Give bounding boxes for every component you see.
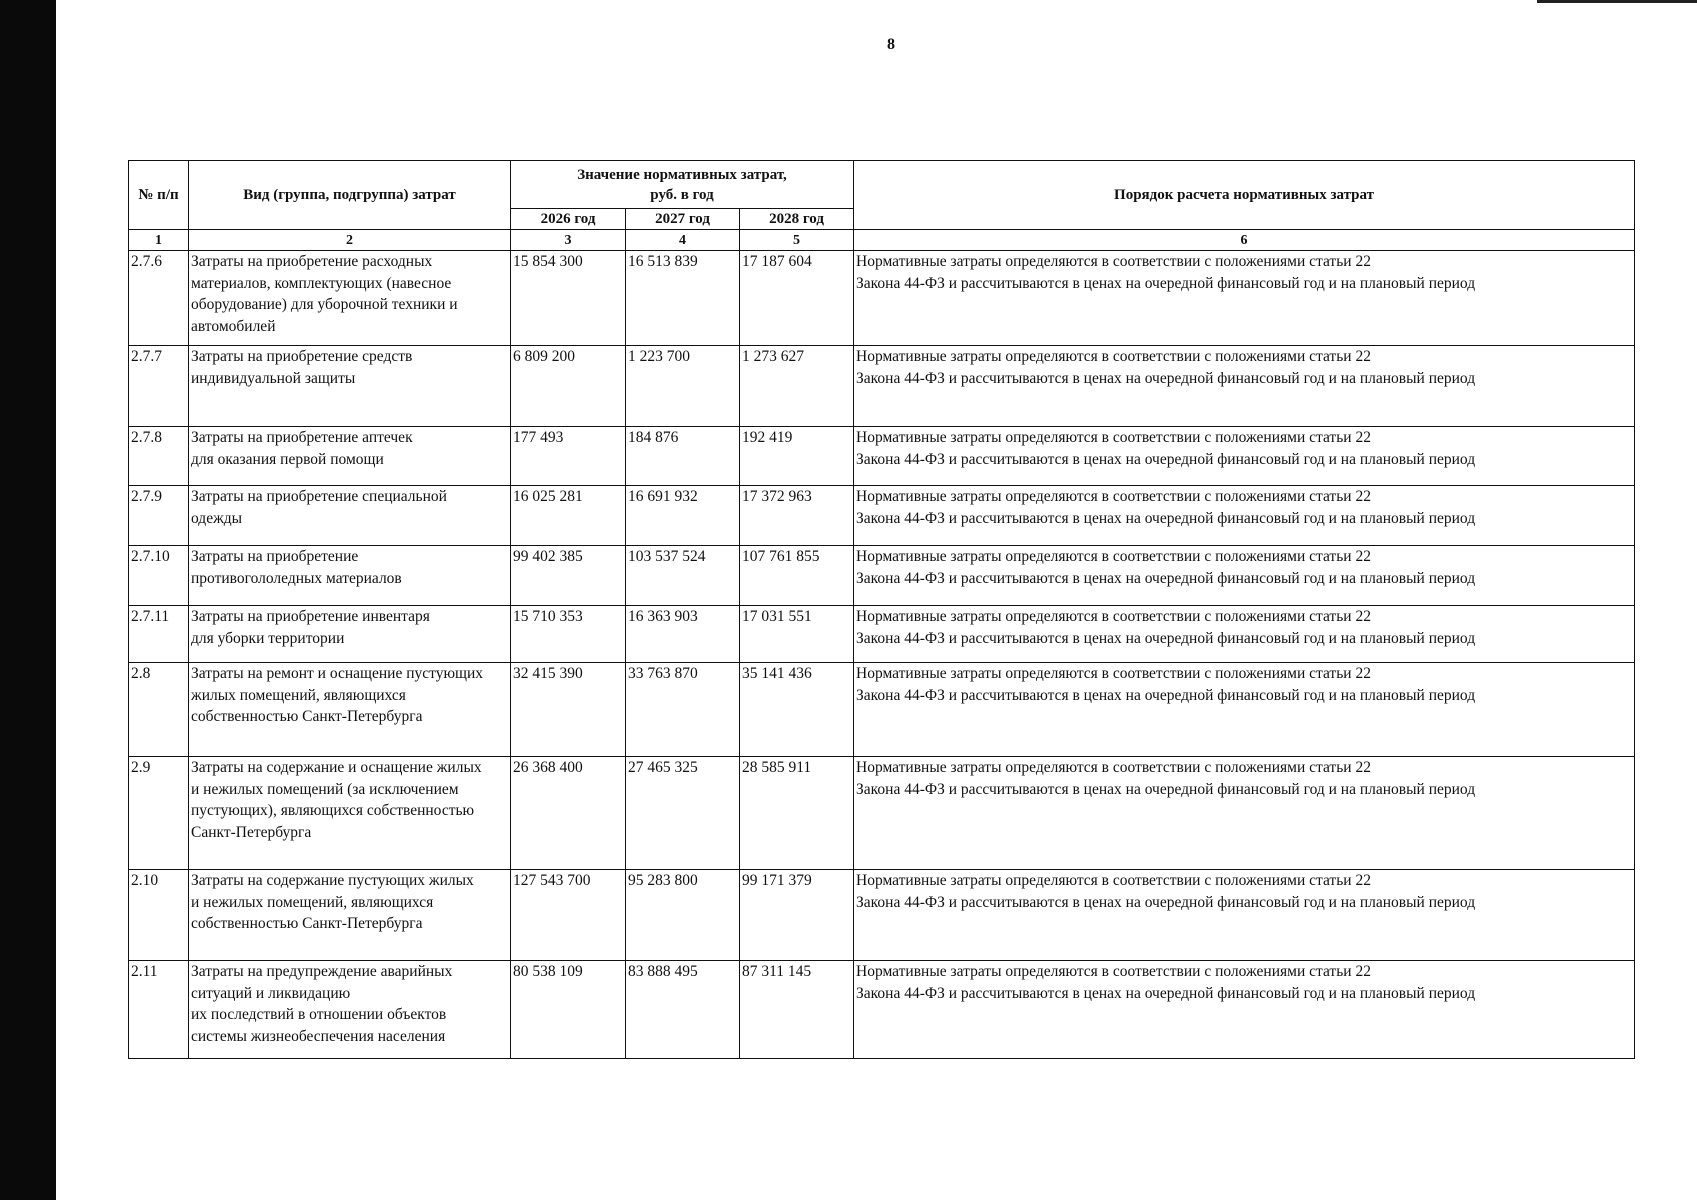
cost-type-line: Затраты на ремонт и оснащение пустующих bbox=[191, 665, 484, 682]
row-cost-type bbox=[189, 346, 511, 427]
table-row bbox=[129, 663, 1635, 757]
value-2026: 32 415 390 bbox=[511, 663, 626, 757]
table-row bbox=[129, 251, 1635, 346]
value-2026: 127 543 700 bbox=[511, 870, 626, 961]
column-number: 6 bbox=[854, 230, 1635, 251]
row-cost-type bbox=[189, 486, 511, 546]
header-calculation-order: Порядок расчета нормативных затрат bbox=[854, 161, 1635, 230]
row-number: 2.10 bbox=[129, 870, 189, 961]
row-number: 2.8 bbox=[129, 663, 189, 757]
calculation-order-line: Нормативные затраты определяются в соответствии с положениями статьи 22 bbox=[856, 963, 1371, 980]
table-row bbox=[129, 606, 1635, 663]
row-number: 2.7.8 bbox=[129, 427, 189, 486]
value-2028: 28 585 911 bbox=[740, 757, 854, 870]
cost-type-line: индивидуальной защиты bbox=[191, 369, 356, 387]
column-number: 2 bbox=[189, 230, 511, 251]
cost-type-line: Затраты на приобретение средств bbox=[191, 348, 413, 365]
value-2028: 17 187 604 bbox=[740, 251, 854, 346]
table-row bbox=[129, 427, 1635, 486]
value-2026: 80 538 109 bbox=[511, 961, 626, 1059]
row-calculation-order bbox=[854, 546, 1635, 606]
row-calculation-order bbox=[854, 757, 1635, 870]
value-2026: 26 368 400 bbox=[511, 757, 626, 870]
column-numbers-row bbox=[129, 230, 1635, 251]
cost-type-line: жилых помещений, являющихся bbox=[191, 686, 406, 704]
calculation-order-line: Закона 44-ФЗ и рассчитываются в ценах на очередной финансовый год и на плановый период bbox=[856, 274, 1476, 292]
cost-type-line: одежды bbox=[191, 509, 243, 527]
scan-top-mark bbox=[1537, 0, 1697, 3]
scan-edge-shadow bbox=[0, 0, 56, 1200]
value-2028: 107 761 855 bbox=[740, 546, 854, 606]
cost-type-line: ситуаций и ликвидацию bbox=[191, 984, 351, 1002]
value-2026: 6 809 200 bbox=[511, 346, 626, 427]
calculation-order-line: Нормативные затраты определяются в соответствии с положениями статьи 22 bbox=[856, 548, 1371, 565]
row-cost-type bbox=[189, 427, 511, 486]
row-cost-type bbox=[189, 546, 511, 606]
value-2026: 15 710 353 bbox=[511, 606, 626, 663]
value-2028: 35 141 436 bbox=[740, 663, 854, 757]
header-year-2026: 2026 год bbox=[511, 209, 626, 230]
calculation-order-line: Нормативные затраты определяются в соответствии с положениями статьи 22 bbox=[856, 253, 1371, 270]
calculation-order-line: Нормативные затраты определяются в соответствии с положениями статьи 22 bbox=[856, 488, 1371, 505]
table-header bbox=[129, 161, 1635, 251]
value-2027: 16 691 932 bbox=[626, 486, 740, 546]
calculation-order-line: Нормативные затраты определяются в соответствии с положениями статьи 22 bbox=[856, 665, 1371, 682]
value-2026: 15 854 300 bbox=[511, 251, 626, 346]
row-number: 2.11 bbox=[129, 961, 189, 1059]
cost-type-line: оборудование) для уборочной техники и bbox=[191, 296, 458, 313]
calculation-order-line: Закона 44-ФЗ и рассчитываются в ценах на очередной финансовый год и на плановый период bbox=[856, 369, 1476, 387]
row-number: 2.7.7 bbox=[129, 346, 189, 427]
row-cost-type bbox=[189, 870, 511, 961]
row-calculation-order bbox=[854, 346, 1635, 427]
calculation-order-line: Нормативные затраты определяются в соответствии с положениями статьи 22 bbox=[856, 608, 1371, 625]
value-2027: 95 283 800 bbox=[626, 870, 740, 961]
row-number: 2.9 bbox=[129, 757, 189, 870]
calculation-order-line: Закона 44-ФЗ и рассчитываются в ценах на очередной финансовый год и на плановый период bbox=[856, 893, 1476, 911]
cost-type-line: для оказания первой помощи bbox=[191, 450, 384, 468]
row-number: 2.7.10 bbox=[129, 546, 189, 606]
row-number: 2.7.9 bbox=[129, 486, 189, 546]
value-2027: 16 363 903 bbox=[626, 606, 740, 663]
value-2027: 27 465 325 bbox=[626, 757, 740, 870]
calculation-order-line: Закона 44-ФЗ и рассчитываются в ценах на очередной финансовый год и на плановый период bbox=[856, 509, 1476, 527]
column-number: 5 bbox=[740, 230, 854, 251]
value-2028: 192 419 bbox=[740, 427, 854, 486]
header-cost-value-line2: руб. в год bbox=[650, 186, 714, 203]
table-body bbox=[129, 251, 1635, 1059]
row-cost-type bbox=[189, 663, 511, 757]
calculation-order-line: Закона 44-ФЗ и рассчитываются в ценах на очередной финансовый год и на плановый период bbox=[856, 569, 1476, 587]
row-calculation-order bbox=[854, 961, 1635, 1059]
row-calculation-order bbox=[854, 606, 1635, 663]
value-2027: 33 763 870 bbox=[626, 663, 740, 757]
row-calculation-order bbox=[854, 870, 1635, 961]
value-2026: 99 402 385 bbox=[511, 546, 626, 606]
cost-type-line: и нежилых помещений, являющихся bbox=[191, 893, 434, 911]
value-2028: 1 273 627 bbox=[740, 346, 854, 427]
column-number: 1 bbox=[129, 230, 189, 251]
page-number: 8 bbox=[887, 36, 895, 53]
cost-type-line: материалов, комплектующих (навесное bbox=[191, 274, 452, 292]
cost-type-line: Затраты на приобретение bbox=[191, 548, 359, 565]
table-row bbox=[129, 346, 1635, 427]
value-2026: 177 493 bbox=[511, 427, 626, 486]
cost-type-line: системы жизнеобеспечения населения bbox=[191, 1027, 446, 1045]
calculation-order-line: Закона 44-ФЗ и рассчитываются в ценах на очередной финансовый год и на плановый период bbox=[856, 686, 1476, 704]
cost-type-line: противогололедных материалов bbox=[191, 569, 402, 587]
header-year-2028: 2028 год bbox=[740, 209, 854, 230]
calculation-order-line: Закона 44-ФЗ и рассчитываются в ценах на очередной финансовый год и на плановый период bbox=[856, 984, 1476, 1002]
row-cost-type bbox=[189, 757, 511, 870]
value-2028: 87 311 145 bbox=[740, 961, 854, 1059]
row-number: 2.7.6 bbox=[129, 251, 189, 346]
table-row bbox=[129, 870, 1635, 961]
value-2026: 16 025 281 bbox=[511, 486, 626, 546]
value-2028: 17 372 963 bbox=[740, 486, 854, 546]
row-cost-type bbox=[189, 606, 511, 663]
cost-type-line: Затраты на содержание пустующих жилых bbox=[191, 872, 474, 889]
header-row-top bbox=[129, 161, 1635, 209]
value-2027: 16 513 839 bbox=[626, 251, 740, 346]
value-2028: 99 171 379 bbox=[740, 870, 854, 961]
calculation-order-line: Нормативные затраты определяются в соответствии с положениями статьи 22 bbox=[856, 429, 1371, 446]
value-2027: 184 876 bbox=[626, 427, 740, 486]
calculation-order-line: Закона 44-ФЗ и рассчитываются в ценах на очередной финансовый год и на плановый период bbox=[856, 629, 1476, 647]
cost-type-line: и нежилых помещений (за исключением bbox=[191, 780, 459, 798]
calculation-order-line: Нормативные затраты определяются в соответствии с положениями статьи 22 bbox=[856, 348, 1371, 365]
table-row bbox=[129, 486, 1635, 546]
calculation-order-line: Закона 44-ФЗ и рассчитываются в ценах на очередной финансовый год и на плановый период bbox=[856, 780, 1476, 798]
calculation-order-line: Нормативные затраты определяются в соответствии с положениями статьи 22 bbox=[856, 759, 1371, 776]
header-year-2027: 2027 год bbox=[626, 209, 740, 230]
value-2027: 83 888 495 bbox=[626, 961, 740, 1059]
table-row bbox=[129, 961, 1635, 1059]
table-row bbox=[129, 546, 1635, 606]
value-2027: 1 223 700 bbox=[626, 346, 740, 427]
cost-type-line: для уборки территории bbox=[191, 629, 345, 647]
cost-type-line: Затраты на приобретение инвентаря bbox=[191, 608, 430, 625]
cost-type-line: пустующих), являющихся собственностью bbox=[191, 802, 475, 819]
cost-type-line: их последствий в отношении объектов bbox=[191, 1006, 447, 1023]
header-number: № п/п bbox=[129, 161, 189, 230]
cost-type-line: Санкт-Петербурга bbox=[191, 823, 312, 841]
calculation-order-line: Закона 44-ФЗ и рассчитываются в ценах на очередной финансовый год и на плановый период bbox=[856, 450, 1476, 468]
cost-type-line: собственностью Санкт-Петербурга bbox=[191, 708, 423, 725]
table-row bbox=[129, 757, 1635, 870]
header-cost-value bbox=[511, 161, 854, 209]
row-calculation-order bbox=[854, 663, 1635, 757]
cost-type-line: Затраты на приобретение расходных bbox=[191, 253, 433, 270]
row-cost-type bbox=[189, 961, 511, 1059]
row-calculation-order bbox=[854, 251, 1635, 346]
normative-costs-table bbox=[128, 160, 1635, 1059]
cost-type-line: собственностью Санкт-Петербурга bbox=[191, 915, 423, 932]
row-number: 2.7.11 bbox=[129, 606, 189, 663]
calculation-order-line: Нормативные затраты определяются в соответствии с положениями статьи 22 bbox=[856, 872, 1371, 889]
row-calculation-order bbox=[854, 486, 1635, 546]
cost-type-line: автомобилей bbox=[191, 317, 276, 335]
row-calculation-order bbox=[854, 427, 1635, 486]
cost-type-line: Затраты на предупреждение аварийных bbox=[191, 963, 453, 980]
column-number: 4 bbox=[626, 230, 740, 251]
cost-type-line: Затраты на приобретение аптечек bbox=[191, 429, 413, 446]
column-number: 3 bbox=[511, 230, 626, 251]
header-cost-value-line1: Значение нормативных затрат, bbox=[577, 166, 787, 183]
cost-type-line: Затраты на содержание и оснащение жилых bbox=[191, 759, 482, 776]
cost-type-line: Затраты на приобретение специальной bbox=[191, 488, 447, 505]
value-2028: 17 031 551 bbox=[740, 606, 854, 663]
row-cost-type bbox=[189, 251, 511, 346]
header-cost-type: Вид (группа, подгруппа) затрат bbox=[189, 161, 511, 230]
value-2027: 103 537 524 bbox=[626, 546, 740, 606]
